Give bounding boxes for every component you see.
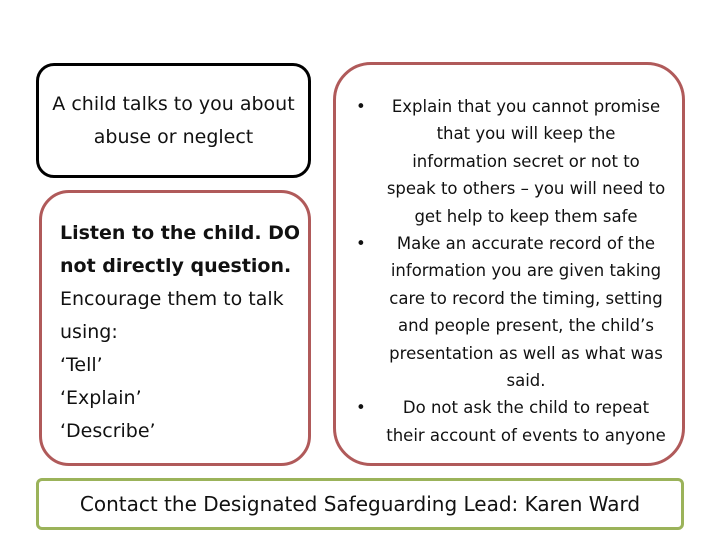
- action-line: said.: [506, 371, 546, 391]
- action-item: [352, 394, 668, 449]
- listen-line: ‘Tell’: [60, 354, 103, 376]
- bullet-icon: •: [356, 97, 366, 116]
- action-line: care to record the timing, setting: [389, 288, 663, 308]
- listen-line: not directly question.: [60, 255, 292, 277]
- listen-line: Listen to the child. DO: [60, 222, 301, 244]
- trigger-line-1: A child talks to you about: [52, 92, 295, 115]
- action-line: that you will keep the: [436, 124, 616, 144]
- listen-line: ‘Describe’: [60, 420, 156, 442]
- action-line: Explain that you cannot promise: [391, 97, 661, 116]
- action-line: get help to keep them safe: [414, 206, 638, 226]
- bullet-icon: •: [356, 234, 366, 254]
- action-line: speak to others – you will need to: [386, 179, 666, 199]
- listen-box: [39, 190, 311, 466]
- trigger-line-2: abuse or neglect: [93, 125, 254, 148]
- action-line: Make an accurate record of the: [396, 234, 656, 254]
- listen-line: using:: [60, 321, 118, 343]
- action-line: information you are given taking: [390, 261, 662, 281]
- action-line: Do not ask the child to repeat: [402, 398, 650, 418]
- listen-line: ‘Explain’: [60, 387, 142, 409]
- contact-text: Contact the Designated Safeguarding Lead: Karen Ward: [79, 492, 641, 516]
- trigger-box: [36, 63, 311, 178]
- listen-line: Encourage them to talk: [60, 288, 284, 310]
- actions-list: [352, 93, 668, 449]
- trigger-text: [52, 88, 294, 154]
- action-line: information secret or not to: [412, 151, 640, 171]
- action-line: and people present, the child’s: [397, 316, 654, 336]
- actions-box: [333, 62, 685, 466]
- contact-box: [36, 478, 684, 530]
- action-line: presentation as well as what was: [389, 343, 663, 363]
- action-line: their account of events to anyone: [386, 425, 666, 445]
- bullet-icon: •: [356, 398, 366, 418]
- action-item: [352, 230, 668, 394]
- action-item: [352, 93, 668, 230]
